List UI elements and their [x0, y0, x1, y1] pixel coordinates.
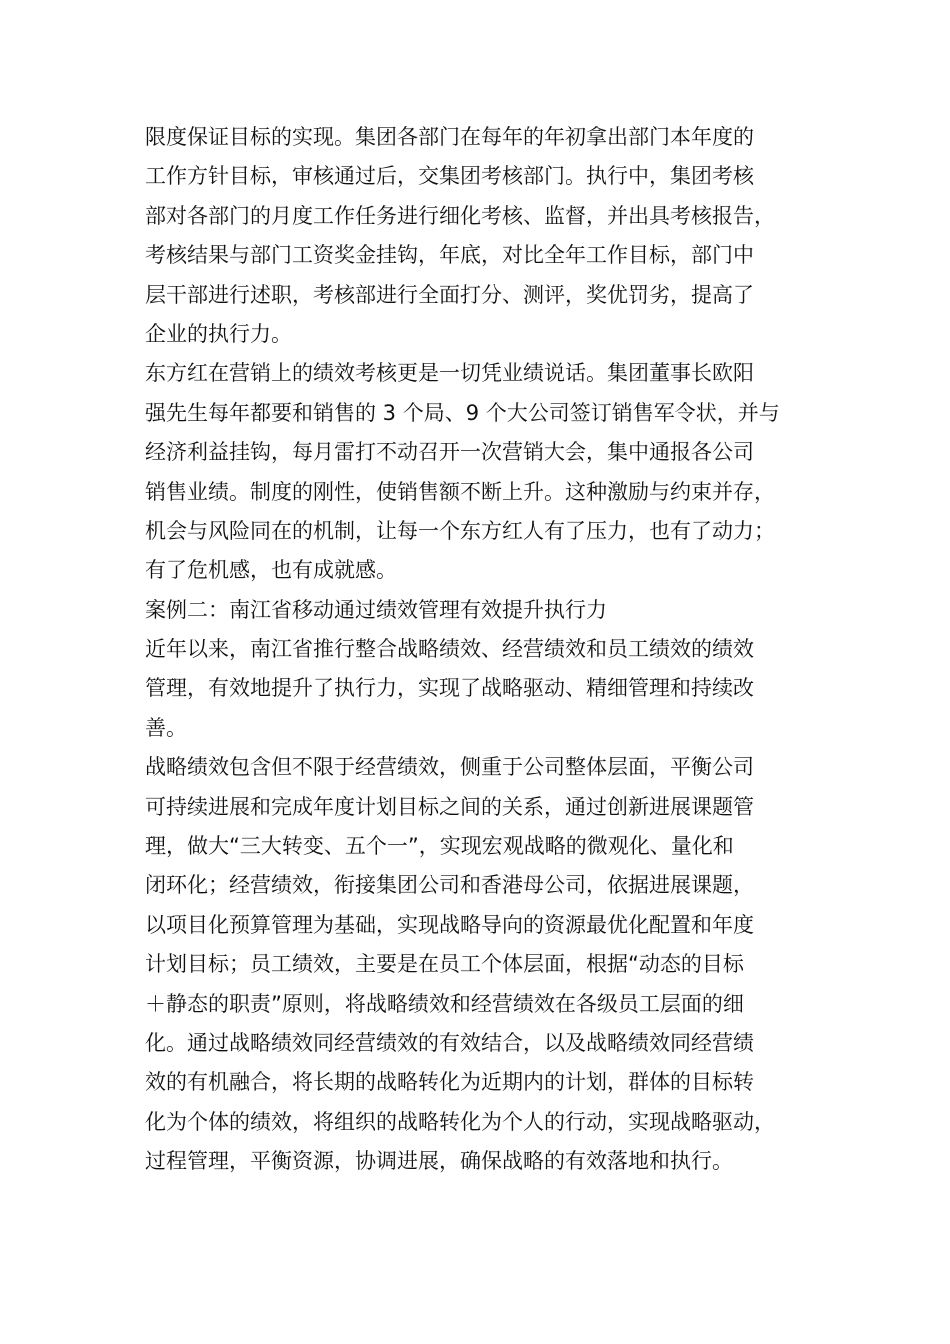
text-line: 善。 [145, 715, 187, 740]
text-line: 近年以来，南江省推行整合战略绩效、经营绩效和员工绩效的绩效 [145, 637, 754, 662]
text-line: 管理，有效地提升了执行力，实现了战略驱动、精细管理和持续改 [145, 676, 754, 701]
text-line: 经济利益挂钩，每月雷打不动召开一次营销大会，集中通报各公司 [145, 440, 754, 465]
text-line: 企业的执行力。 [145, 321, 292, 346]
text-line: 闭环化；经营绩效，衔接集团公司和香港母公司，依据进展课题， [145, 873, 754, 898]
text-line: 部对各部门的月度工作任务进行细化考核、监督，并出具考核报告， [145, 203, 775, 228]
text-line: 可持续进展和完成年度计划目标之间的关系，通过创新进展课题管 [145, 794, 754, 819]
text-line: ＋静态的职责”原则，将战略绩效和经营绩效在各级员工层面的细 [145, 991, 744, 1016]
text-line: 效的有机融合，将长期的战略转化为近期内的计划，群体的目标转 [145, 1070, 754, 1095]
body-text [145, 118, 825, 1182]
section-heading: 案例二：南江省移动通过绩效管理有效提升执行力 [145, 597, 607, 622]
text-line: 理，做大“三大转变、五个一”，实现宏观战略的微观化、量化和 [145, 834, 734, 859]
text-line: 工作方针目标，审核通过后，交集团考核部门。执行中，集团考核 [145, 164, 754, 189]
text-line: 有了危机感，也有成就感。 [145, 558, 397, 583]
text-line: 层干部进行述职，考核部进行全面打分、测评，奖优罚劣，提高了 [145, 282, 754, 307]
text-line: 以项目化预算管理为基础，实现战略导向的资源最优化配置和年度 [145, 912, 754, 937]
text-line: 化为个体的绩效，将组织的战略转化为个人的行动，实现战略驱动， [145, 1109, 775, 1134]
text-line: 过程管理，平衡资源，协调进展，确保战略的有效落地和执行。 [145, 1149, 733, 1174]
text-line: 战略绩效包含但不限于经营绩效，侧重于公司整体层面，平衡公司 [145, 755, 754, 780]
text-line: 机会与风险同在的机制，让每一个东方红人有了压力，也有了动力； [145, 518, 775, 543]
text-line: 考核结果与部门工资奖金挂钩，年底，对比全年工作目标，部门中 [145, 243, 754, 268]
text-line: 计划目标；员工绩效，主要是在员工个体层面，根据“动态的目标 [145, 952, 744, 977]
text-line: 强先生每年都要和销售的 3 个局、9 个大公司签订销售军令状，并与 [145, 400, 780, 425]
text-line: 化。通过战略绩效同经营绩效的有效结合，以及战略绩效同经营绩 [145, 1030, 754, 1055]
text-line: 限度保证目标的实现。集团各部门在每年的年初拿出部门本年度的 [145, 125, 754, 149]
text-line: 销售业绩。制度的刚性，使销售额不断上升。这种激励与约束并存， [145, 479, 775, 504]
text-line: 东方红在营销上的绩效考核更是一切凭业绩说话。集团董事长欧阳 [145, 361, 754, 386]
